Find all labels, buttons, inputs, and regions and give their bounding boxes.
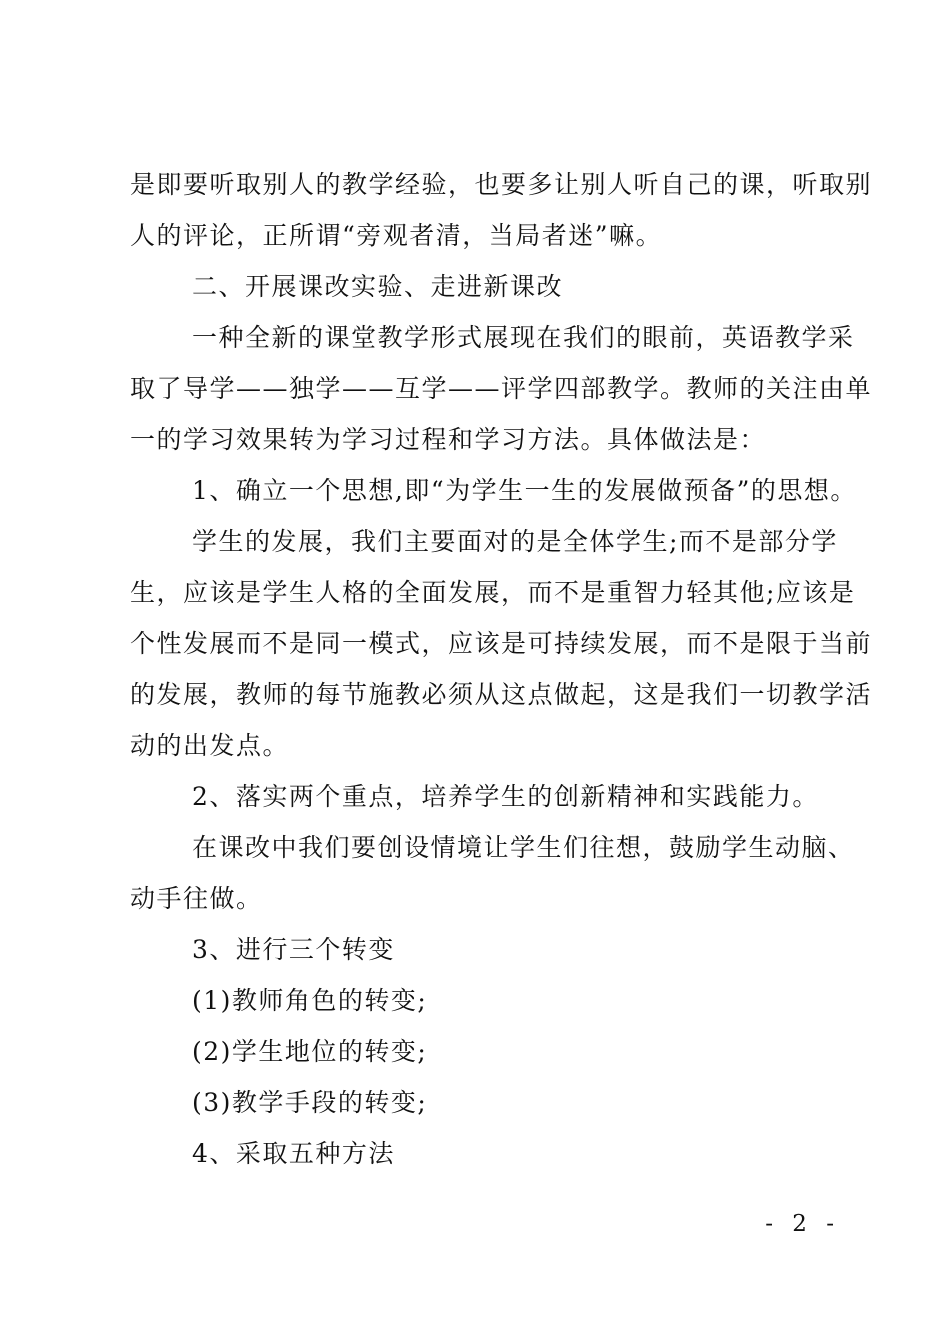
list-item: (3)教学手段的转变; xyxy=(192,1088,428,1117)
list-item: 3、进行三个转变 xyxy=(192,935,395,964)
section-heading: 二、开展课改实验、走进新课改 xyxy=(192,272,564,301)
paragraph-line: 一种全新的课堂教学形式展现在我们的眼前，英语教学采 xyxy=(192,323,855,352)
paragraph-line: 生，应该是学生人格的全面发展，而不是重智力轻其他;应该是 xyxy=(130,578,856,607)
list-item: 4、采取五种方法 xyxy=(192,1139,395,1168)
list-item: 2、落实两个重点，培养学生的创新精神和实践能力。 xyxy=(192,782,819,811)
paragraph-line: 是即要听取别人的教学经验，也要多让别人听自己的课，听取别 xyxy=(130,170,873,199)
paragraph-line: 个性发展而不是同一模式，应该是可持续发展，而不是限于当前 xyxy=(130,629,873,658)
paragraph-line: 一的学习效果转为学习过程和学习方法。具体做法是： xyxy=(130,425,767,454)
paragraph-line: 人的评论，正所谓“旁观者清，当局者迷”嘛。 xyxy=(130,221,663,250)
list-item: 1、确立一个思想,即“为学生一生的发展做预备”的思想。 xyxy=(192,476,857,505)
page-number: - 2 - xyxy=(765,1211,840,1237)
list-item: (1)教师角色的转变; xyxy=(192,986,428,1015)
paragraph-line: 动手往做。 xyxy=(130,884,263,913)
paragraph-line: 动的出发点。 xyxy=(130,731,290,760)
paragraph-line: 在课改中我们要创设情境让学生们往想，鼓励学生动脑、 xyxy=(192,833,855,862)
list-item: (2)学生地位的转变; xyxy=(192,1037,428,1066)
paragraph-line: 学生的发展，我们主要面对的是全体学生;而不是部分学 xyxy=(192,527,838,556)
paragraph-line: 取了导学——独学——互学——评学四部教学。教师的关注由单 xyxy=(130,374,873,403)
paragraph-line: 的发展，教师的每节施教必须从这点做起，这是我们一切教学活 xyxy=(130,680,873,709)
